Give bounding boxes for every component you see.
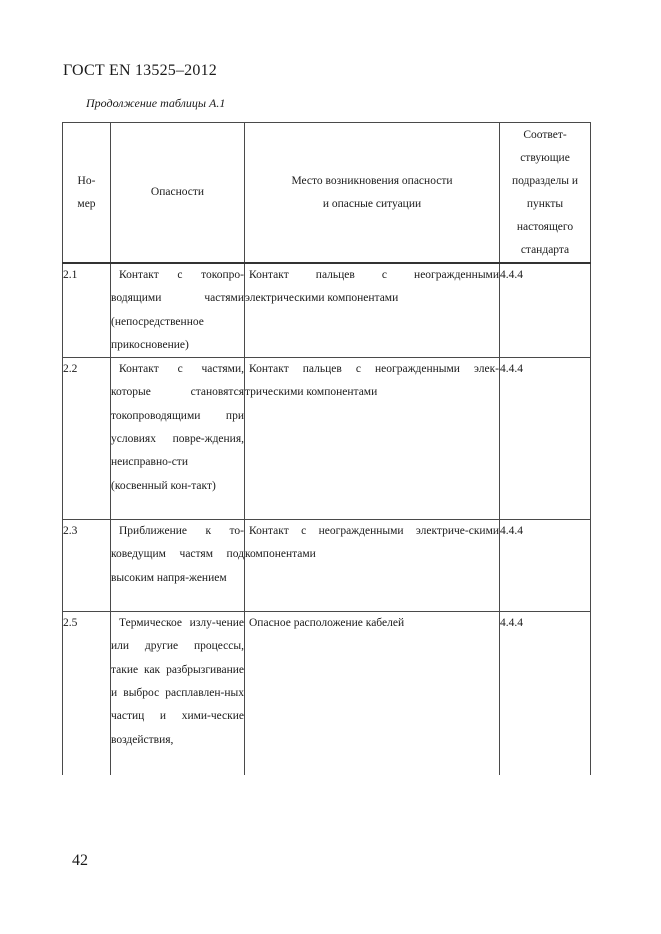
header-reference: Соответ- ствующие подразделы и пункты настоящего стандарта [500,123,591,264]
row-hazard: Приближение к то-коведущим частям под высоким напря-жением [111,520,245,612]
row-reference: 4.4.4 [500,612,591,775]
row-place: Контакт с неогражденными электриче-скими компонентами [245,520,500,612]
table-continuation-label: Продолжение таблицы А.1 [86,96,226,110]
row-number: 2.5 [63,612,111,775]
row-place: Контакт пальцев с неогражденными электрическими компонентами [245,263,500,358]
row-number: 2.2 [63,358,111,520]
header-hazards: Опасности [111,123,245,264]
row-reference: 4.4.4 [500,358,591,520]
document-code: ГОСТ EN 13525–2012 [63,62,217,79]
row-place: Опасное расположение кабелей [245,612,500,775]
row-hazard: Термическое излу-чение или другие процессы, такие как разбрызгивание и выброс расплавлен-ных частиц и хими-ческие воздействия, [111,612,245,775]
row-hazard: Контакт с частями, которые становятся токопроводящими при условиях повре-ждения, неисправно-сти (косвенный кон-такт) [111,358,245,520]
row-place: Контакт пальцев с неогражденными элек-трическими компонентами [245,358,500,520]
row-number: 2.3 [63,520,111,612]
table-row [63,520,591,612]
table-row [63,263,591,358]
table-row [63,358,591,520]
table-header-row [63,123,591,264]
row-reference: 4.4.4 [500,263,591,358]
row-reference: 4.4.4 [500,520,591,612]
header-number: Но- мер [63,123,111,264]
hazards-table [62,122,591,775]
table-row [63,612,591,775]
row-number: 2.1 [63,263,111,358]
page-number: 42 [72,852,88,869]
header-place: Место возникновения опасности и опасные ситуации [245,123,500,264]
row-hazard: Контакт с токопро-водящими частями (непосредственное прикосновение) [111,263,245,358]
